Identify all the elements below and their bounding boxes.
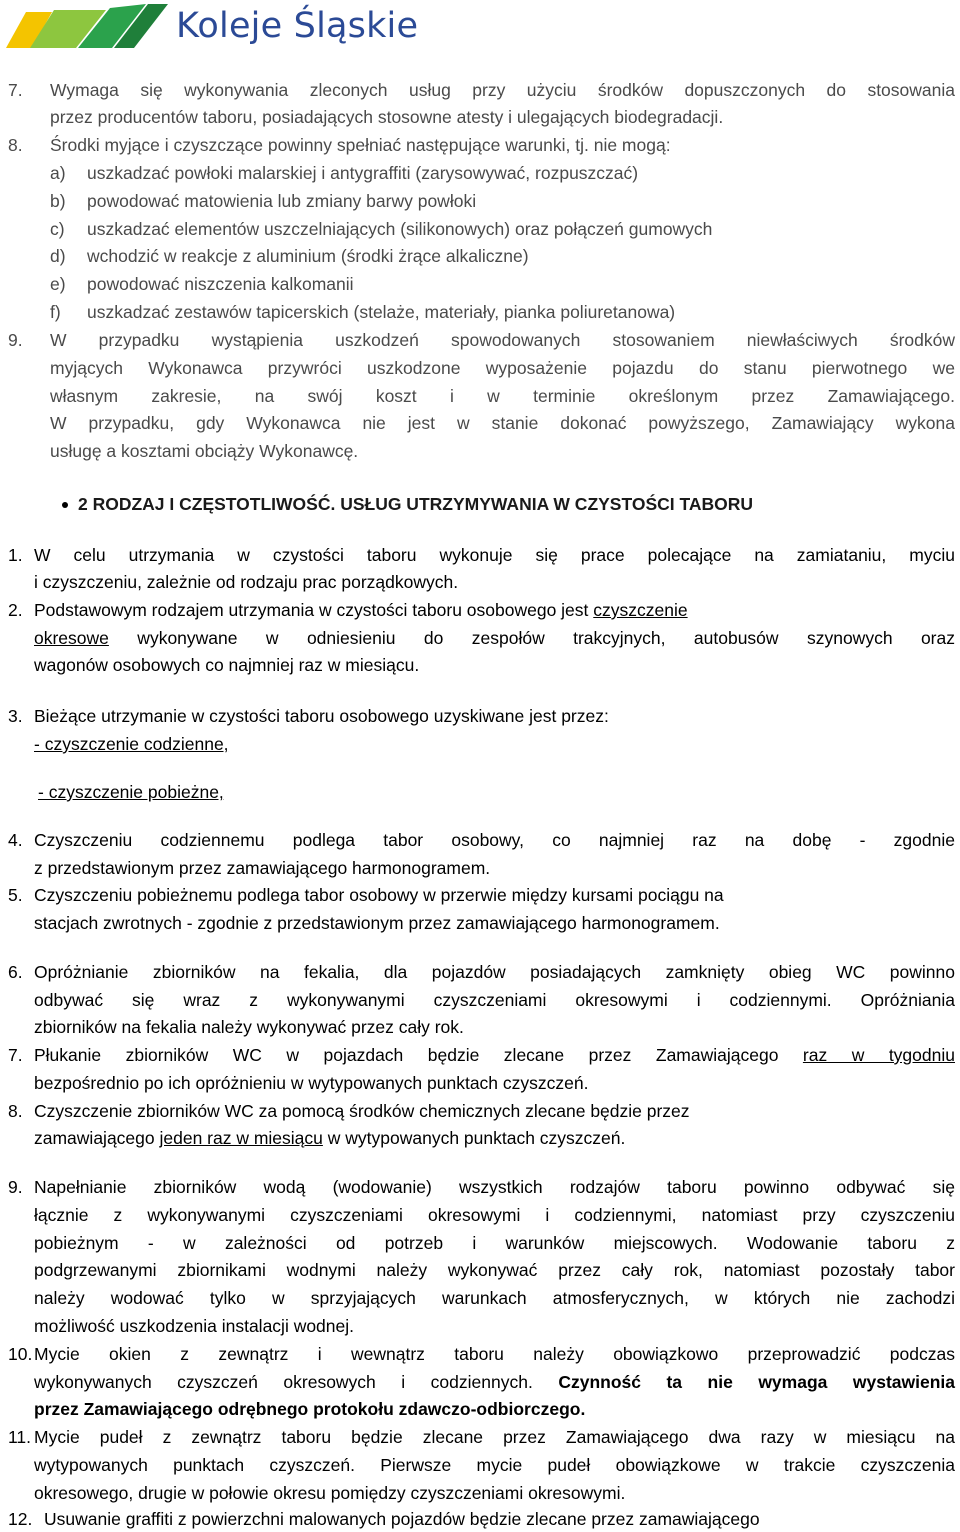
paragraph-line: zbiorników na fekalia należy wykonywać przez cały rok.	[34, 1017, 464, 1037]
paragraph-line: okresowe wykonywane w odniesieniu do zespołów trakcyjnych, autobusów szynowych oraz	[34, 628, 955, 648]
list-item: powodować niszczenia kalkomanii	[87, 274, 354, 294]
list-letter: a)	[50, 163, 66, 183]
list-item: wchodzić w reakcje z aluminium (środki żrące alkaliczne)	[87, 246, 529, 266]
paragraph-line: z przedstawionym przez zamawiającego harmonogramem.	[34, 858, 491, 878]
item-number: 8.	[8, 1101, 23, 1121]
paragraph-line: wykonywanych czyszczeń okresowych i codziennych. Czynność ta nie wymaga wystawienia	[34, 1372, 955, 1392]
item-number: 10.	[8, 1344, 33, 1364]
list-item: powodować matowienia lub zmiany barwy powłoki	[87, 191, 477, 211]
list-letter: c)	[50, 219, 65, 239]
list-letter: e)	[50, 274, 66, 294]
paragraph-line: W celu utrzymania w czystości taboru wykonuje się prace polecające na zamiataniu, myciu	[34, 545, 955, 565]
paragraph-line: Czyszczeniu codziennemu podlega tabor osobowy, co najmniej raz na dobę - zgodnie	[34, 830, 955, 850]
paragraph-line: Wymaga się wykonywania zleconych usług przy użyciu środków dopuszczonych do stosowania	[50, 80, 955, 100]
item-number: 6.	[8, 962, 23, 982]
paragraph-line: przez Zamawiającego odrębnego protokołu zdawczo-odbiorczego.	[34, 1399, 586, 1419]
paragraph-line: wagonów osobowych co najmniej raz w miesiącu.	[34, 655, 420, 675]
list-item: uszkadzać zestawów tapicerskich (stelaże, materiały, pianka poliuretanowa)	[87, 302, 676, 322]
paragraph-line: odbywać się wraz z wykonywanymi czyszczeniami okresowymi i codziennymi. Opróżniania	[34, 990, 955, 1010]
item-number: 9.	[8, 1177, 23, 1197]
paragraph-line: własnym zakresie, na swój koszt i w terminie określonym przez Zamawiającego.	[50, 386, 955, 406]
list-item: uszkadzać powłoki malarskiej i antygraffiti (zarysowywać, rozpuszczać)	[87, 163, 639, 183]
list-item: - czyszczenie pobieżne,	[38, 782, 224, 802]
paragraph-line: należy wodować tylko w sprzyjających warunkach atmosferycznych, w których nie zachodzi	[34, 1288, 955, 1308]
paragraph-line: stacjach zwrotnych - zgodnie z przedstawionym przez zamawiającego harmonogramem.	[34, 913, 720, 933]
bullet-icon	[62, 502, 68, 508]
paragraph-line: myjących Wykonawca przywróci uszkodzone wyposażenie pojazdu do stanu pierwotnego we	[50, 358, 955, 378]
paragraph-line: wytypowanych punktach czyszczeń. Pierwsze mycie pudeł obowiązkowe w trakcie czyszczenia	[34, 1455, 955, 1475]
paragraph-line: usługę a kosztami obciąży Wykonawcę.	[50, 441, 359, 461]
paragraph-line: Napełnianie zbiorników wodą (wodowanie) wszystkich rodzajów taboru powinno odbywać się	[34, 1177, 955, 1197]
list-letter: f)	[50, 302, 61, 322]
list-letter: b)	[50, 191, 66, 211]
item-number: 3.	[8, 706, 23, 726]
paragraph-line: Mycie pudeł z zewnątrz taboru będzie zlecane przez Zamawiającego dwa razy w miesiącu na	[34, 1427, 955, 1447]
paragraph-line: Czyszczenie zbiorników WC za pomocą środków chemicznych zlecane będzie przez	[34, 1101, 690, 1121]
paragraph-line: W przypadku, gdy Wykonawca nie jest w stanie dokonać powyższego, Zamawiający wykona	[50, 413, 955, 433]
paragraph-line: Mycie okien z zewnątrz i wewnątrz taboru należy obowiązkowo przeprowadzić podczas	[34, 1344, 955, 1364]
item-number: 1.	[8, 545, 23, 565]
item-number: 5.	[8, 885, 23, 905]
paragraph-line: Bieżące utrzymanie w czystości taboru osobowego uzyskiwane jest przez:	[34, 706, 609, 726]
item-number: 4.	[8, 830, 23, 850]
paragraph-line: zamawiającego jeden raz w miesiącu w wytypowanych punktach czyszczeń.	[34, 1128, 626, 1148]
item-number: 7.	[8, 1045, 23, 1065]
item-number: 12.	[8, 1509, 33, 1529]
paragraph-line: Opróżnianie zbiorników na fekalia, dla pojazdów posiadających zamknięty obieg WC powinno	[34, 962, 955, 982]
list-letter: d)	[50, 246, 66, 266]
item-number: 8.	[8, 135, 23, 155]
paragraph-line: W przypadku wystąpienia uszkodzeń spowodowanych stosowaniem niewłaściwych środków	[50, 330, 955, 350]
paragraph-line: Usuwanie graffiti z powierzchni malowanych pojazdów będzie zlecane przez zamawiającego	[44, 1509, 760, 1529]
paragraph-line: podgrzewanymi zbiornikami wodnymi należy wykonywać przez cały rok, natomiast pozostały tabor	[34, 1260, 955, 1280]
item-number: 7.	[8, 80, 23, 100]
section-heading: 2 RODZAJ I CZĘSTOTLIWOŚĆ. USŁUG UTRZYMYWANIA W CZYSTOŚCI TABORU	[62, 494, 753, 515]
paragraph-line: bezpośrednio po ich opróżnieniu w wytypowanych punktach czyszczeń.	[34, 1073, 589, 1093]
paragraph-line: Płukanie zbiorników WC w pojazdach będzie zlecane przez Zamawiającego raz w tygodniu	[34, 1045, 955, 1065]
paragraph-line: łącznie z wykonywanymi czyszczeniami okresowymi i codziennymi, natomiast przy czyszczeniu	[34, 1205, 955, 1225]
item-number: 9.	[8, 330, 23, 350]
logo-swoosh-icon	[6, 4, 168, 48]
paragraph-line: Czyszczeniu pobieżnemu podlega tabor osobowy w przerwie między kursami pociągu na	[34, 885, 724, 905]
paragraph-line: przez producentów taboru, posiadających stosowne atesty i ulegających biodegradacji.	[50, 107, 724, 127]
item-number: 11.	[8, 1427, 32, 1447]
paragraph-line: okresowego, drugie w połowie okresu pomiędzy czyszczeniami okresowymi.	[34, 1483, 626, 1503]
paragraph-line: Środki myjące i czyszczące powinny spełniać następujące warunki, tj. nie mogą:	[50, 135, 671, 155]
paragraph-line: możliwość uszkodzenia instalacji wodnej.	[34, 1316, 355, 1336]
list-item: uszkadzać elementów uszczelniających (silikonowych) oraz połączeń gumowych	[87, 219, 713, 239]
paragraph-line: i czyszczeniu, zależnie od rodzaju prac porządkowych.	[34, 572, 459, 592]
list-item: - czyszczenie codzienne,	[34, 734, 229, 754]
item-number: 2.	[8, 600, 23, 620]
company-logo	[6, 2, 418, 50]
paragraph-line: pobieżnym - w zależności od potrzeb i warunków miejscowych. Wodowanie taboru z	[34, 1233, 955, 1253]
paragraph-line: Podstawowym rodzajem utrzymania w czystości taboru osobowego jest czyszczenie	[34, 600, 688, 620]
logo-text: Koleje Śląskie	[176, 6, 419, 46]
